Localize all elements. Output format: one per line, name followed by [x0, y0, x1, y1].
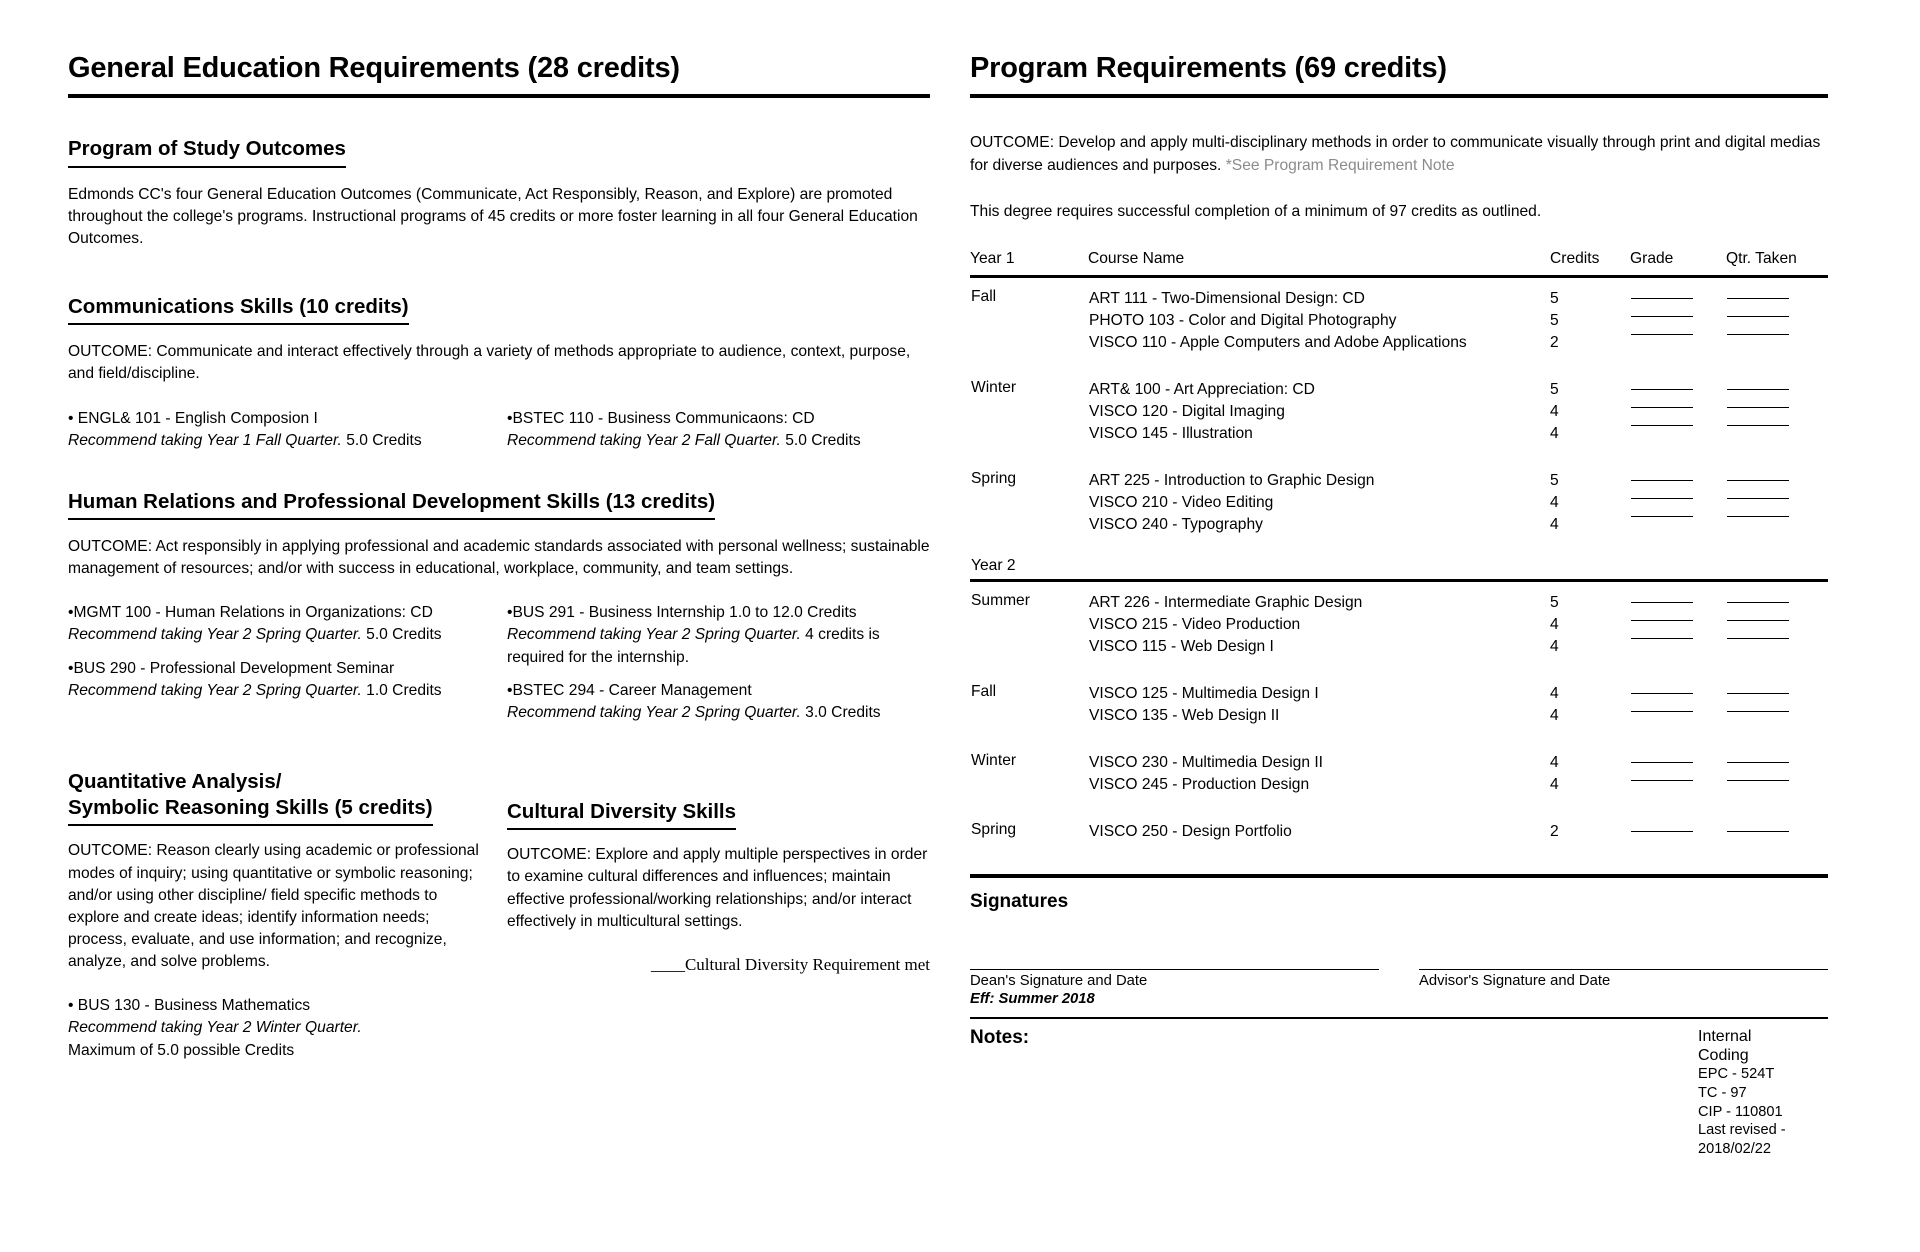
quantitative-heading-wrap [68, 769, 491, 826]
term-label: Spring [971, 820, 1017, 838]
year2-label-row [970, 537, 1828, 579]
course-name: VISCO 230 - Multimedia Design II [1089, 754, 1323, 772]
table-head [970, 250, 1828, 277]
internal-coding-last-revised-date: 2018/02/22 [1698, 1141, 1772, 1158]
qtr-blank-line[interactable] [1727, 488, 1827, 506]
course-rec-rest: 1.0 Credits [361, 681, 442, 699]
course-name: • ENGL& 101 - English Composion I [68, 409, 318, 427]
table-body-year1 [970, 276, 1828, 844]
cultural-diversity-requirement-met: ____Cultural Diversity Requirement met [650, 954, 930, 974]
course-plan-table [970, 250, 1828, 844]
qtr-blank-line[interactable] [1727, 821, 1827, 839]
term-label: Fall [971, 682, 997, 700]
course-name: PHOTO 103 - Color and Digital Photography [1089, 312, 1397, 330]
grade-blank-line[interactable] [1631, 752, 1725, 770]
course-name: •MGMT 100 - Human Relations in Organizations: CD [68, 604, 433, 622]
program-requirements-title: Program Requirements (69 credits) [970, 52, 1447, 84]
quantitative-heading-line2: Symbolic Reasoning Skills (5 credits) [68, 796, 433, 820]
course-rec-italic: Recommend taking Year 2 Spring Quarter. [68, 681, 362, 699]
signature-area [970, 969, 1828, 1007]
qtr-blank-line[interactable] [1727, 701, 1827, 719]
title-divider [68, 94, 930, 98]
course-name-cell [1088, 673, 1544, 728]
course-name-cell [1088, 580, 1544, 659]
credits-value: 5 [1550, 594, 1559, 612]
credits-cell [1544, 369, 1630, 446]
program-outcome-text: OUTCOME: Develop and apply multi-disciplinary methods in order to communicate visually through print and digital medias for diverse audiences and purposes. [970, 134, 1821, 174]
grade-blank-line[interactable] [1631, 470, 1725, 488]
term-label: Spring [971, 469, 1017, 487]
communications-heading: Communications Skills (10 credits) [68, 294, 409, 325]
grade-blank-line[interactable] [1631, 488, 1725, 506]
program-of-study-heading: Program of Study Outcomes [68, 136, 346, 167]
internal-coding-title-line2: Coding [1698, 1047, 1749, 1065]
human-relations-outcome: OUTCOME: Act responsibly in applying professional and academic standards associated with personal wellness; sustainable management of resources; and/or with success in educational, workplace, community, and team settings. [68, 538, 930, 578]
course-name: VISCO 210 - Video Editing [1089, 494, 1274, 512]
general-education-column [68, 52, 930, 1159]
row-spacer [970, 446, 1828, 460]
credits-value: 4 [1550, 403, 1559, 421]
credits-value: 5 [1550, 472, 1559, 490]
course-rec-italic: Recommend taking Year 2 Spring Quarter. [507, 703, 801, 721]
course-name: •BSTEC 110 - Business Communicaons: CD [507, 409, 815, 427]
course-rec-rest: 5.0 Credits [780, 431, 861, 449]
notes-divider [970, 1017, 1828, 1019]
effective-date: Eff: Summer 2018 [970, 990, 1095, 1007]
program-requirement-note: *See Program Requirement Note [1225, 156, 1455, 174]
qtr-blank-line[interactable] [1727, 306, 1827, 324]
year2-label: Year 2 [971, 556, 1016, 574]
communications-courses-left [68, 408, 491, 463]
qtr-blank-line[interactable] [1727, 397, 1827, 415]
credits-value: 4 [1550, 638, 1559, 656]
grade-blank-line[interactable] [1631, 506, 1725, 524]
quantitative-heading [68, 769, 433, 826]
course-name: VISCO 115 - Web Design I [1089, 638, 1274, 656]
degree-credit-note: This degree requires successful completion of a minimum of 97 credits as outlined. [970, 203, 1542, 221]
communications-outcome: OUTCOME: Communicate and interact effectively through a variety of methods appropriate to audience, context, purpose, and field/discipline. [68, 343, 911, 383]
course-rec-rest: 5.0 Credits [341, 431, 422, 449]
signatures-heading: Signatures [970, 890, 1069, 912]
term-label: Summer [971, 591, 1030, 609]
table-row [970, 580, 1828, 659]
human-relations-courses-left [68, 602, 491, 735]
grade-cell[interactable] [1630, 369, 1726, 446]
course-name-cell [1088, 811, 1544, 844]
advisor-signature-label: Advisor's Signature and Date [1419, 972, 1611, 989]
course-name: ART 111 - Two-Dimensional Design: CD [1089, 290, 1365, 308]
qtr-blank-line[interactable] [1727, 683, 1827, 701]
grade-blank-line[interactable] [1631, 592, 1725, 610]
qtr-taken-cell[interactable] [1726, 276, 1828, 355]
course-rec-italic: Recommend taking Year 2 Fall Quarter. [507, 431, 781, 449]
credits-value: 2 [1550, 334, 1559, 352]
cultural-diversity-outcome: OUTCOME: Explore and apply multiple perspectives in order to examine cultural differences and influences; maintain effective professional/working relationships; and/or interact effectively in multicultural settings. [507, 846, 928, 930]
grade-blank-line[interactable] [1631, 610, 1725, 628]
grade-blank-line[interactable] [1631, 821, 1725, 839]
credits-value: 2 [1550, 823, 1559, 841]
internal-coding-last-revised-label: Last revised - [1698, 1122, 1786, 1139]
cultural-diversity-block [507, 769, 930, 1073]
credits-value: 4 [1550, 707, 1559, 725]
notes-row [970, 1027, 1828, 1159]
credits-value: 5 [1550, 381, 1559, 399]
grade-blank-line[interactable] [1631, 415, 1725, 433]
cultural-diversity-heading-wrap [507, 799, 930, 830]
program-of-study-heading-wrap [68, 136, 930, 167]
credits-value: 4 [1550, 754, 1559, 772]
internal-coding-title-line1: Internal [1698, 1027, 1752, 1045]
quant-and-cultural-row [68, 769, 930, 1073]
qtr-blank-line[interactable] [1727, 470, 1827, 488]
course-recommendation [68, 430, 491, 452]
course-recommendation [68, 624, 491, 646]
credits-value: 4 [1550, 776, 1559, 794]
credits-cell [1544, 811, 1630, 844]
row-spacer [970, 728, 1828, 742]
course-recommendation [507, 430, 930, 452]
credits-value: 5 [1550, 312, 1559, 330]
advisor-signature-block[interactable] [1419, 969, 1828, 1007]
course-name: •BSTEC 294 - Career Management [507, 681, 752, 699]
human-relations-courses-right [507, 602, 930, 735]
qtr-blank-line[interactable] [1727, 324, 1827, 342]
credits-value: 4 [1550, 616, 1559, 634]
course-name-cell [1088, 369, 1544, 446]
qtr-taken-cell[interactable] [1726, 580, 1828, 659]
course-recommendation [507, 702, 930, 724]
qtr-blank-line[interactable] [1727, 610, 1827, 628]
credits-value: 5 [1550, 290, 1559, 308]
notes-heading: Notes: [970, 1026, 1030, 1048]
grade-cell[interactable] [1630, 460, 1726, 537]
grade-cell[interactable] [1630, 276, 1726, 355]
grade-blank-line[interactable] [1631, 324, 1725, 342]
course-rec-italic: Recommend taking Year 2 Spring Quarter. [507, 626, 801, 644]
qtr-blank-line[interactable] [1727, 506, 1827, 524]
course-name-cell [1088, 460, 1544, 537]
qtr-blank-line[interactable] [1727, 770, 1827, 788]
grade-cell[interactable] [1630, 673, 1726, 728]
course-name-cell [1088, 276, 1544, 355]
header-year: Year 1 [970, 249, 1015, 267]
credits-value: 4 [1550, 494, 1559, 512]
course-name: ART& 100 - Art Appreciation: CD [1089, 381, 1315, 399]
course-name: VISCO 215 - Video Production [1089, 616, 1301, 634]
quantitative-outcome: OUTCOME: Reason clearly using academic or professional modes of inquiry; using quantitative or symbolic reasoning; and/or using other discipline/ field specific methods to explore and create ideas; identify information needs; process, evaluate, and use information; and recognize, analyze, and solve problems. [68, 842, 479, 971]
row-spacer [970, 659, 1828, 673]
program-requirements-column [970, 52, 1828, 1159]
course-name: VISCO 250 - Design Portfolio [1089, 823, 1292, 841]
quantitative-block [68, 769, 491, 1073]
term-label: Winter [971, 751, 1017, 769]
signatures-divider [970, 874, 1828, 878]
communications-courses-right [507, 408, 930, 463]
course-rec-rest: 4 credits is required for the internship. [507, 626, 880, 666]
qtr-taken-cell[interactable] [1726, 673, 1828, 728]
course-name: VISCO 135 - Web Design II [1089, 707, 1280, 725]
human-relations-courses [68, 602, 930, 735]
course-name: • BUS 130 - Business Mathematics [68, 997, 311, 1015]
credits-value: 4 [1550, 685, 1559, 703]
qtr-taken-cell[interactable] [1726, 460, 1828, 537]
grade-blank-line[interactable] [1631, 379, 1725, 397]
grade-blank-line[interactable] [1631, 306, 1725, 324]
credits-cell [1544, 580, 1630, 659]
grade-blank-line[interactable] [1631, 288, 1725, 306]
course-name: VISCO 120 - Digital Imaging [1089, 403, 1285, 421]
program-of-study-paragraph: Edmonds CC's four General Education Outcomes (Communicate, Act Responsibly, Reason, and Explore) are promoted throughout the college's programs. Instructional programs of 45 credits or more foster learning in all four General Education Outcomes. [68, 185, 918, 247]
grade-cell[interactable] [1630, 811, 1726, 844]
qtr-taken-cell[interactable] [1726, 742, 1828, 797]
course-recommendation [68, 680, 491, 702]
human-relations-heading-wrap [68, 489, 930, 520]
internal-coding-cip: CIP - 110801 [1698, 1103, 1783, 1120]
course-name: VISCO 125 - Multimedia Design I [1089, 685, 1319, 703]
advisor-signature-line[interactable] [1419, 969, 1828, 970]
title-divider [970, 94, 1828, 98]
course-name: VISCO 240 - Typography [1089, 516, 1263, 534]
communications-heading-wrap [68, 294, 930, 325]
credits-cell [1544, 673, 1630, 728]
course-name: VISCO 145 - Illustration [1089, 425, 1253, 443]
course-recommendation [68, 1017, 491, 1061]
header-course-name: Course Name [1088, 249, 1185, 267]
program-outcome [970, 132, 1828, 177]
course-rec-italic: Recommend taking Year 2 Winter Quarter. [68, 1019, 362, 1037]
human-relations-heading: Human Relations and Professional Development Skills (13 credits) [68, 489, 715, 520]
table-row [970, 673, 1828, 728]
credits-value: 4 [1550, 516, 1559, 534]
internal-coding-epc: EPC - 524T [1698, 1066, 1775, 1083]
table-row [970, 742, 1828, 797]
row-spacer [970, 797, 1828, 811]
table-row [970, 276, 1828, 355]
qtr-blank-line[interactable] [1727, 415, 1827, 433]
quantitative-heading-line1: Quantitative Analysis/ [68, 770, 282, 794]
grade-blank-line[interactable] [1631, 683, 1725, 701]
course-name: ART 226 - Intermediate Graphic Design [1089, 594, 1363, 612]
communications-courses [68, 408, 930, 463]
grade-cell[interactable] [1630, 742, 1726, 797]
qtr-blank-line[interactable] [1727, 752, 1827, 770]
grade-blank-line[interactable] [1631, 770, 1725, 788]
term-label: Fall [971, 287, 997, 305]
credits-value: 4 [1550, 425, 1559, 443]
course-rec-italic: Recommend taking Year 2 Spring Quarter. [68, 626, 362, 644]
table-row [970, 369, 1828, 446]
course-rec-italic: Recommend taking Year 1 Fall Quarter. [68, 431, 342, 449]
internal-coding-block [1698, 1027, 1828, 1159]
spacer [68, 463, 930, 489]
credits-cell [1544, 276, 1630, 355]
table-header-row [970, 250, 1828, 275]
grade-blank-line[interactable] [1631, 701, 1725, 719]
course-recommendation [507, 624, 930, 668]
qtr-taken-cell[interactable] [1726, 811, 1828, 844]
dean-signature-line[interactable] [970, 969, 1379, 970]
internal-coding-tc: TC - 97 [1698, 1085, 1747, 1102]
qtr-taken-cell[interactable] [1726, 369, 1828, 446]
course-name: ART 225 - Introduction to Graphic Design [1089, 472, 1375, 490]
table-row [970, 460, 1828, 537]
course-name: VISCO 110 - Apple Computers and Adobe Applications [1089, 334, 1467, 352]
header-grade: Grade [1630, 249, 1674, 267]
dean-signature-label: Dean's Signature and Date [970, 972, 1148, 989]
table-row [970, 811, 1828, 844]
course-rec-rest: 3.0 Credits [800, 703, 881, 721]
course-rec-rest: 5.0 Credits [361, 626, 442, 644]
term-label: Winter [971, 378, 1017, 396]
credits-cell [1544, 742, 1630, 797]
credits-cell [1544, 460, 1630, 537]
grade-blank-line[interactable] [1631, 397, 1725, 415]
cultural-diversity-heading: Cultural Diversity Skills [507, 799, 736, 830]
header-credits: Credits [1550, 249, 1600, 267]
spacer [68, 268, 930, 294]
grade-blank-line[interactable] [1631, 628, 1725, 646]
general-education-title: General Education Requirements (28 credits) [68, 52, 680, 84]
grade-cell[interactable] [1630, 580, 1726, 659]
course-name: VISCO 245 - Production Design [1089, 776, 1310, 794]
qtr-blank-line[interactable] [1727, 288, 1827, 306]
qtr-blank-line[interactable] [1727, 379, 1827, 397]
course-name-cell [1088, 742, 1544, 797]
row-spacer [970, 355, 1828, 369]
header-qtr-taken: Qtr. Taken [1726, 249, 1797, 267]
spacer [68, 735, 930, 769]
qtr-blank-line[interactable] [1727, 628, 1827, 646]
course-name: •BUS 291 - Business Internship 1.0 to 12.0 Credits [507, 604, 857, 622]
course-name: •BUS 290 - Professional Development Seminar [68, 659, 395, 677]
qtr-blank-line[interactable] [1727, 592, 1827, 610]
dean-signature-block[interactable] [970, 969, 1379, 1007]
course-rec-rest: Maximum of 5.0 possible Credits [68, 1041, 295, 1059]
